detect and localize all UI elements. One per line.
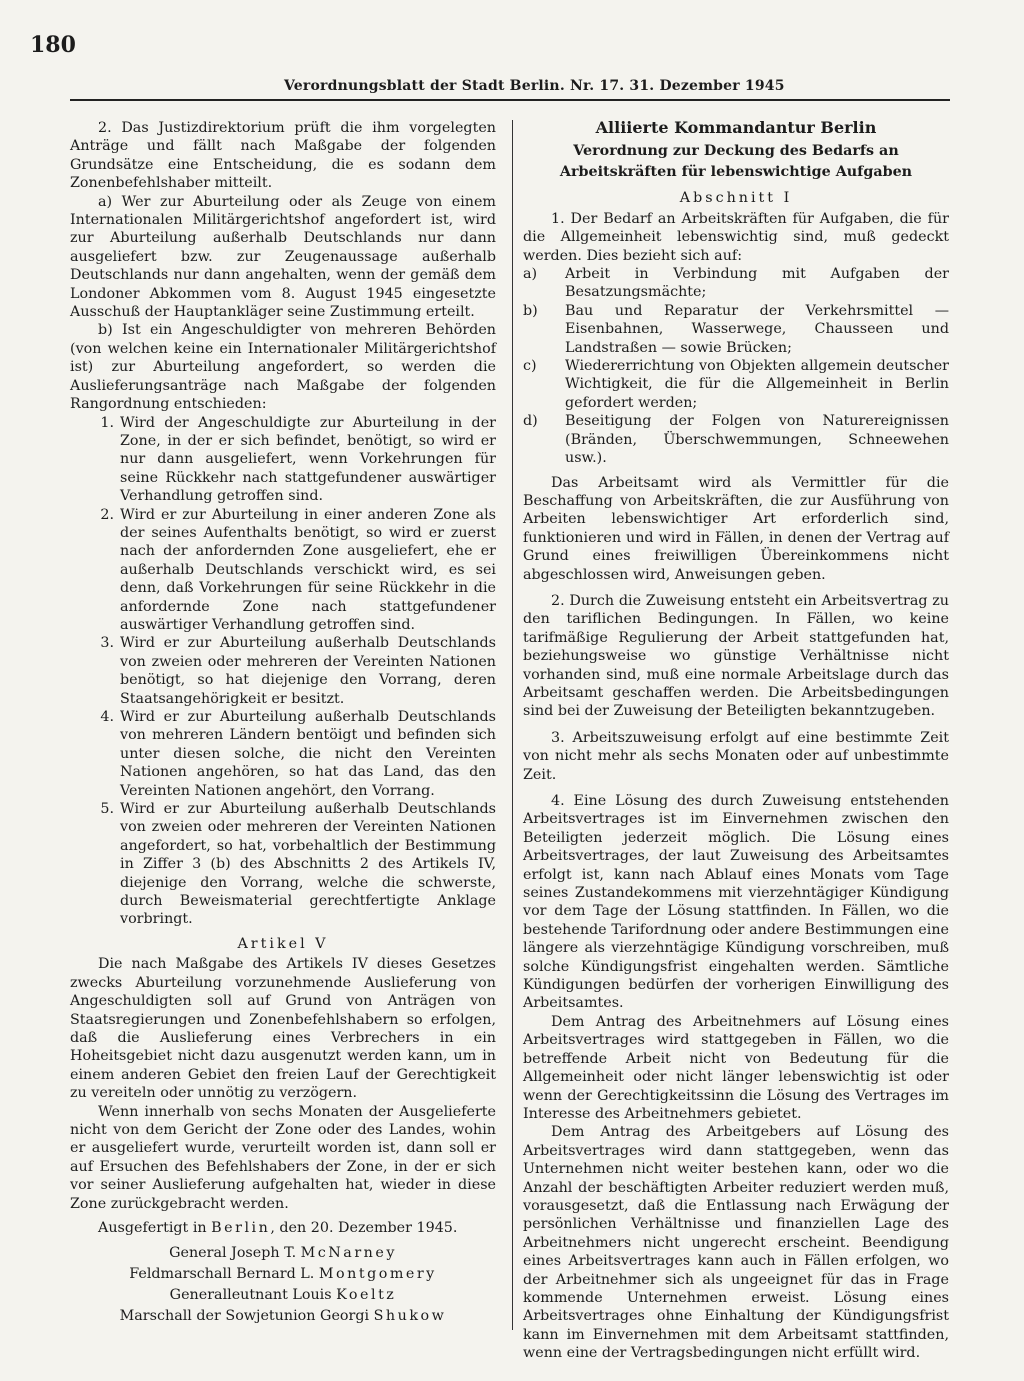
rank-item: [70, 800, 496, 929]
task-item: [523, 412, 949, 467]
date-line: [70, 1219, 496, 1237]
rank-item: [70, 634, 496, 708]
artikel-paragraph-1: Die nach Maßgabe des Artikels IV dieses Gesetzes zwecks Aburteilung vorzunehmende Auslieferung von Angeschuldigten soll auf Grund von Anträgen von Staatsregierungen und Zonenbefehlshabern so erfolgen, daß die Auslieferung eines Verbrechers in ein Hoheitsgebiet nicht dazu ausgenutzt werden kann, um in einem anderen Gebiet den freien Lauf der Gerechtigkeit zu vereiteln oder unnötig zu verzögern.: [70, 956, 496, 1102]
signature-line: [70, 1264, 496, 1285]
paragraph-2: 2. Das Justizdirektorium prüft die ihm vorgelegten Anträge und fällt nach Maßgabe der folgenden Grundsätze eine Entscheidung, die es sodann dem Zonenbefehlshaber mitteilt.: [70, 120, 496, 192]
item-text: Wiedererrichtung von Objekten allgemein deutscher Wichtigkeit, die für die Allgemeinheit in Berlin gefordert werden;: [565, 358, 949, 411]
paragraph-6: Dem Antrag des Arbeitgebers auf Lösung des Arbeitsvertrages wird dann stattgegeben, wenn das Unternehmen nicht weiter bestehen kann, oder wo die Anzahl der beschäftigten Arbeiter reduziert werden muß, vorausgesetzt, daß die Entlassung nach Erwägung der persönlichen Verhältnisse und finanziellen Lage des Arbeitnehmers nicht ungerecht erscheint. Beendigung eines Arbeitsvertrages kann auch in Fällen erfolgen, wo der Arbeitnehmer sich als ungeeignet für das in Frage kommende Unternehmen erweist. Lösung eines Arbeitsvertrages ohne Einhaltung der Kündigungsfrist kann im Einvernehmen mit dem Arbeitsamt stattfinden, wenn eine der Vertragsbedingungen nicht erfüllt wird.: [523, 1124, 949, 1362]
left-column: [70, 119, 496, 1339]
signature-rank: General Joseph T.: [169, 1245, 297, 1262]
abschnitt-heading: Abschnitt I: [679, 190, 793, 207]
signature-name: McNarney: [300, 1245, 397, 1262]
task-item: [523, 357, 949, 412]
paragraph-2: 2. Durch die Zuweisung entsteht ein Arbeitsvertrag zu den tariflichen Bedingungen. In Fällen, wo keine tarifmäßige Regulierung der Arbeit stattgefunden hat, beziehungsweise wo günstige Verhältnisse nicht vorhanden sind, muß eine normale Arbeitslage durch das Arbeitsamt geschaffen werden. Die Arbeitsbedingungen sind bei der Zuweisung der Beteiligten bekanntzugeben.: [523, 592, 949, 720]
paragraph-5: Dem Antrag des Arbeitnehmers auf Lösung eines Arbeitsvertrages wird stattgegeben in Fällen, wo die betreffende Arbeit nicht von Bedeutung für die Allgemeinheit oder nicht länger lebenswichtig ist oder wenn der Gerechtigkeitssinn die Lösung des Vertrages im Interesse des Arbeitnehmers gebietet.: [523, 1013, 949, 1122]
signature-name: Koeltz: [336, 1287, 397, 1304]
artikel-heading: Artikel V: [237, 935, 329, 952]
paragraph-1: 1. Der Bedarf an Arbeitskräften für Aufgaben, die für die Allgemeinheit lebenswichtig sind, muß gedeckt werden. Dies bezieht sich auf:: [523, 210, 949, 264]
page-number: 180: [30, 32, 76, 58]
item-letter: d): [523, 413, 538, 430]
item-text: Wird er zur Aburteilung außerhalb Deutschlands von zweien oder mehreren der Vereinten Nationen benötigt, so hat diejenige den Vorrang, deren Staatsangehörigkeit er besitzt.: [120, 635, 496, 707]
paragraph-arbeitsamt: Das Arbeitsamt wird als Vermittler für die Beschaffung von Arbeitskräften, die zur Ausführung von Arbeiten lebenswichtiger Art erforderlich sind, funktionieren und wird in Fällen, in denen der Vertrag auf Grund eines freiwilligen Übereinkommens nicht abgeschlossen wird, Anweisungen geben.: [523, 474, 949, 583]
paragraph-4: 4. Eine Lösung des durch Zuweisung entstehenden Arbeitsvertrages ist im Einvernehmen zwischen den Beteiligten jederzeit möglich. Die Lösung eines Arbeitsvertrages, der laut Zuweisung des Arbeitsamtes erfolgt ist, kann nach Ablauf eines Monats vom Tage seines Zustandekommens mit vierzehntägiger Kündigung vor dem Tage der Lösung stattfinden. In Fällen, wo die bestehende Tarifordnung oder andere Bestimmungen eine längere als vierzehntägige Kündigung vorschreiben, muß solche Kündigungsfrist eingehalten werden. Sämtliche Kündigungen bedürfen der vorherigen Einwilligung des Arbeitsamtes.: [523, 793, 949, 1012]
signature-line: [70, 1243, 496, 1264]
rank-item: [70, 414, 496, 506]
date-prefix: Ausgefertigt in: [98, 1219, 207, 1236]
item-number: 5.: [100, 801, 114, 818]
paragraph-3: 3. Arbeitszuweisung erfolgt auf eine bestimmte Zeit von nicht mehr als sechs Monaten oder auf unbestimmte Zeit.: [523, 729, 949, 783]
item-text: Wird er zur Aburteilung in einer anderen Zone als der seines Aufenthalts benötigt, so wird er zuerst nach der anfordernden Zone ausgeliefert, ehe er außerhalb Deutschlands verschickt wird, es sei denn, daß Vorkehrungen für seine Rückkehr in die anfordernde Zone nach stattgefundener auswärtiger Verhandlung getroffen sind.: [120, 506, 496, 633]
date-suffix: , den 20. Dezember 1945.: [270, 1219, 458, 1236]
ordinance-title: Verordnung zur Deckung des Bedarfs an Arbeitskräften für lebenswichtige Aufgaben: [559, 143, 913, 181]
item-text: Wird der Angeschuldigte zur Aburteilung in der Zone, in der er sich befindet, benötigt, so wird er nur dann ausgeliefert, wenn Vorkehrungen für seine Rückkehr nach stattgefundener auswärtiger Verhandlung getroffen sind.: [120, 414, 496, 505]
task-item: [523, 265, 949, 302]
item-text: Wird er zur Aburteilung außerhalb Deutschlands von zweien oder mehreren der Vereinten Nationen angefordert, so hat, vorbehaltlich der Bestimmung in Ziffer 3 (b) des Abschnitts 2 des Artikels IV, diejenige den Vorrang, welche die schwerste, durch Beweismaterial gerechtfertigte Anklage vorbringt.: [120, 801, 496, 928]
signature-rank: Generalleutnant Louis: [169, 1287, 332, 1304]
item-letter: a): [523, 266, 538, 283]
institution-heading: Alliierte Kommandantur Berlin: [595, 118, 877, 137]
item-number: 2.: [100, 506, 114, 523]
signature-line: [70, 1306, 496, 1327]
signature-line: [70, 1285, 496, 1306]
task-item: [523, 302, 949, 357]
artikel-paragraph-2: Wenn innerhalb von sechs Monaten der Ausgelieferte nicht von dem Gericht der Zone oder des Landes, wohin er ausgeliefert wurde, verurteilt worden ist, dann soll er auf Ersuchen des Befehlshabers der Zone, in der er sich vor seiner Auslieferung aufgehalten hat, wieder in diese Zone zurückgebracht werden.: [70, 1103, 496, 1212]
signature-rank: Marschall der Sowjetunion Georgi: [119, 1308, 370, 1325]
item-letter: b): [523, 302, 538, 319]
item-text: Wird er zur Aburteilung außerhalb Deutschlands von mehreren Ländern bentöigt und befinden sich unter diesen solche, die nicht den Vereinten Nationen angehören, so hat das Land, das den Vereinten Nationen angehört, den Vorrang.: [120, 709, 496, 799]
column-divider: [512, 120, 513, 1330]
running-head: Verordnungsblatt der Stadt Berlin. Nr. 17. 31. Dezember 1945: [284, 78, 785, 94]
item-text: Bau und Reparatur der Verkehrsmittel — Eisenbahnen, Wasserwege, Chausseen und Landstraßen — sowie Brücken;: [565, 302, 949, 356]
rank-item: [70, 708, 496, 800]
date-city: Berlin: [211, 1219, 271, 1236]
item-text: Beseitigung der Folgen von Naturereignissen (Bränden, Überschwemmungen, Schneewehen usw.).: [565, 413, 949, 467]
signature-name: Montgomery: [318, 1266, 437, 1283]
item-number: 3.: [100, 635, 114, 652]
item-text: Arbeit in Verbindung mit Aufgaben der Besatzungsmächte;: [565, 266, 949, 301]
signature-rank: Feldmarschall Bernard L.: [129, 1266, 315, 1283]
paragraph-b: b) Ist ein Angeschuldigter von mehreren Behörden (von welchen keine ein Internationaler Militärgerichtshof ist) zur Aburteilung angefordert, so werden die Auslieferungsanträge nach Maßgabe der folgenden Rangordnung entschieden:: [70, 322, 496, 413]
item-number: 1.: [100, 414, 114, 431]
item-number: 4.: [100, 709, 114, 725]
header-rule: [70, 99, 950, 101]
signature-name: Shukow: [373, 1308, 447, 1325]
paragraph-a: a) Wer zur Aburteilung oder als Zeuge von einem Internationalen Militärgerichtshof angefordert ist, wird zur Aburteilung außerhalb Deutschlands nur dann ausgeliefert bzw. zur Zeugenaussage außerhalb Deutschlands nur dann angehalten, wenn der gemäß dem Londoner Abkommen vom 8. August 1945 eingesetzte Ausschuß der Hauptankläger seine Zustimmung erteilt.: [70, 193, 496, 321]
rank-item: [70, 506, 496, 635]
right-column: [523, 118, 949, 1362]
item-letter: c): [523, 358, 537, 375]
